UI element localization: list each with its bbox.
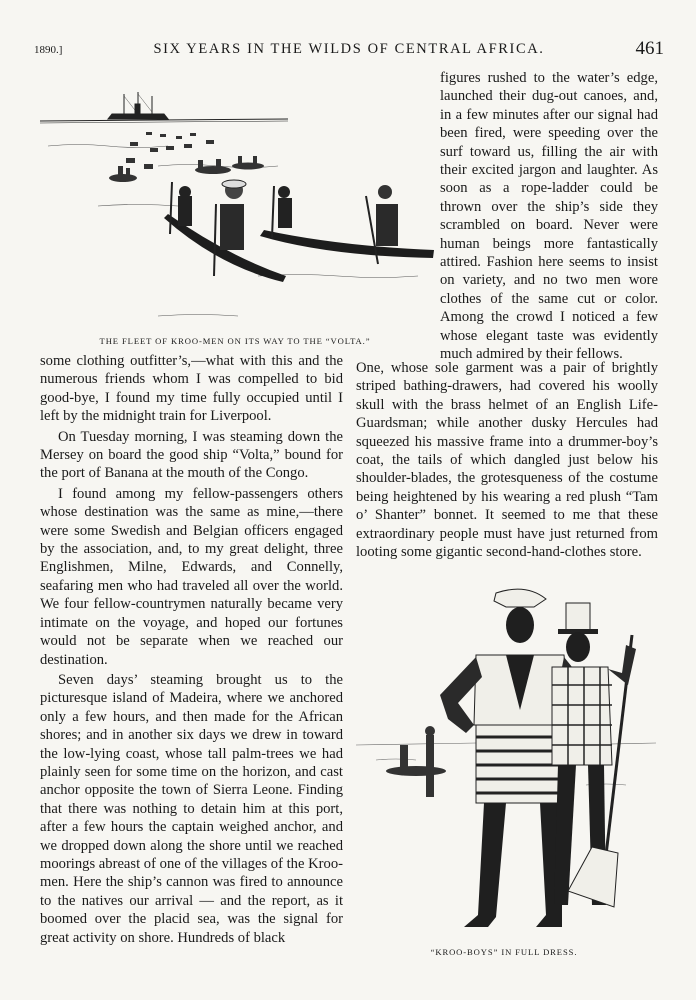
fleet-caption: THE FLEET OF KROO-MEN ON ITS WAY TO THE “VOLTA.” [99, 336, 371, 346]
figure-with-top-hat [552, 603, 636, 907]
page-number: 461 [635, 38, 664, 59]
kroo-boys-caption: “KROO-BOYS” IN FULL DRESS. [430, 947, 578, 957]
fleet-illustration [38, 86, 440, 322]
header-title: SIX YEARS IN THE WILDS OF CENTRAL AFRICA. [153, 41, 545, 57]
running-header [34, 40, 664, 62]
paragraph: figures rushed to the water’s edge, launched their dug-out canoes, and, in a few minutes after our signal had been fired, were speeding over the surf toward us, filling the air with their excited jargon and laughter. As soon as a rope-ladder could be thrown over the ship’s side they scrambled on board. Never were human beings more fantastically attired. Fashion here seems to insist on variety, and no two men wore clothes of the same cut or color. Among the crowd I noticed a few whose elegant taste was evidently much admired by their fellows. [440, 70, 658, 363]
paragraph: One, whose sole garment was a pair of brightly striped bathing-drawers, had covered his woolly skull with the brass helmet of an English Life-Guardsman; while another dusky Hercules had squeezed his massive frame into a drummer-boy’s coat, the tails of which dangled just below his shoulder-blades, the grotesqueness of the costume being heightened by his wearing a red plush “Tam o’ Shanter” bonnet. It seemed to me that these extraordinary people must have just returned from looting some gigantic second-hand-clothes store. [356, 360, 658, 561]
background-figures [386, 726, 446, 797]
near-canoe-right [260, 185, 434, 264]
paragraph: On Tuesday morning, I was steaming down the Mersey on board the good ship “Volta,” bound for the port of Banana at the mouth of the Congo. [40, 428, 343, 482]
paragraph: I found among my fellow-passengers others whose destination was the same as mine,—there were some Swedish and Belgian officers engaged by the association, and, to my great delight, three Englishmen, Milne, Edwards, and Connelly, seafaring men who had traveled all over the world. We four fellow-countrymen naturally became very intimate on the voyage, and hoped our fortunes would not be separate when we reached our destination. [40, 485, 343, 668]
header-date: 1890.] [34, 44, 63, 56]
paragraph: Seven days’ steaming brought us to the picturesque island of Madeira, where we anchored only a few hours, and then made for the African shores; and in another six days we drew in toward the low-lying coast, whose tall palm-trees we had plainly seen for some time on the horizon, and cast anchor opposite the town of Sierra Leone. Finding that there was nothing to detain him at this port, after a few hours the captain weighed anchor, and we dropped down along the shore until we reached moorings abreast of one of the villages of the Kroo-men. Here the ship’s cannon was fired to announce to the natives our arrival — and the report, as it boomed over the placid sea, was the signal for great activity on shore. Hundreds of black [40, 671, 343, 946]
text-column-right-bottom [356, 359, 658, 561]
text-column-left [40, 352, 343, 947]
steamship [108, 92, 168, 119]
paragraph: some clothing outfitter’s,—what with this and the numerous friends whom I was compelled to bid good-bye, I found my time fully occupied until I left by the midnight train for Liverpool. [40, 353, 343, 425]
kroo-boys-illustration [356, 585, 656, 935]
distant-canoes [109, 132, 264, 182]
text-column-right-top [440, 69, 658, 364]
